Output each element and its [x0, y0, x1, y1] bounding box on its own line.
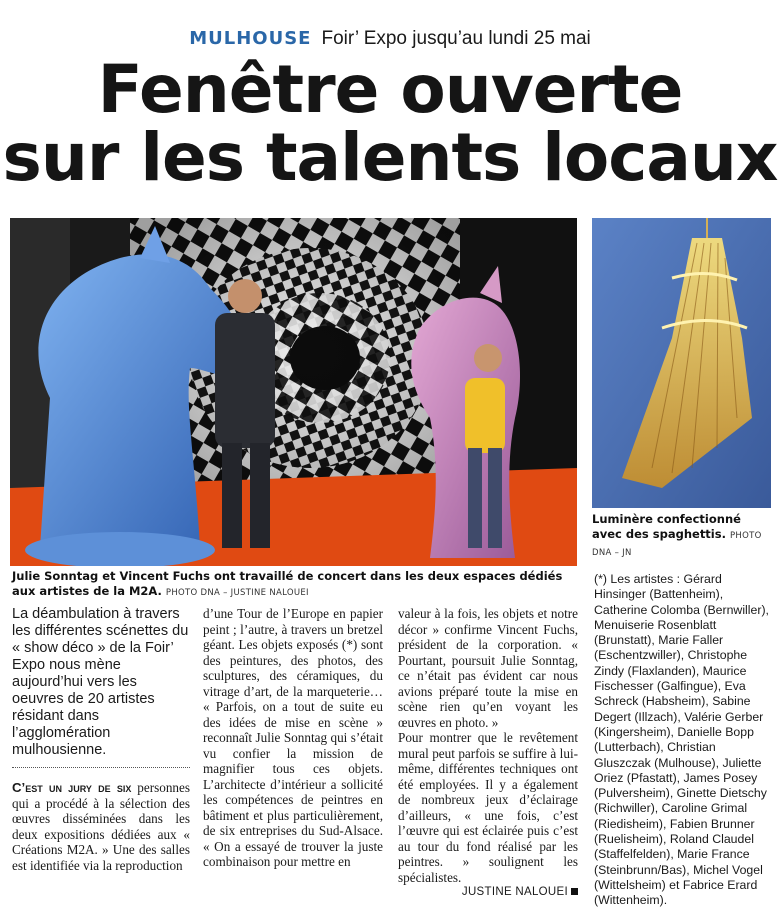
kicker: [0, 26, 780, 51]
article-paragraph-1: [12, 780, 190, 873]
headline: [0, 51, 780, 196]
divider: [12, 767, 190, 768]
article-column-3: [398, 606, 578, 901]
article-lede: La déambulation à travers les différentes scénettes du « show déco » de la Foir’ Expo nous mène aujourd’hui vers les oeuvres de 20 artistes résidant dans l’agglomération mulhousienne.: [12, 606, 189, 758]
article-column-1: [12, 606, 190, 873]
article-signature: [398, 885, 578, 901]
headline-line-2: sur les talents locaux: [2, 119, 778, 196]
main-photo-credit: PHOTO DNA – JUSTINE NALOUEI: [165, 588, 309, 598]
main-photo-caption: [12, 569, 577, 601]
main-photo-illustration: [10, 218, 577, 566]
paragraph-1-text: personnes qui a procédé à la sélection des œuvres disséminées dans les deux expositions dédiées aux « Créations M2A. » Une des salles est identifiée via la reproduction: [12, 780, 191, 873]
artists-sidebar: [594, 572, 774, 909]
main-photo: [10, 218, 577, 566]
side-photo-caption: [592, 512, 772, 561]
paragraph-lead-in: C’est un jury de six: [12, 780, 132, 795]
paragraph-1-end: valeur à la fois, les objets et notre décor » confirme Vincent Fuchs, président de la corporation. « Pourtant, poursuit Julie Sonntag, ce n’était pas évident car nous avions préparé toute la mise en scène rien qu’en voyant les œuvres en photo. »: [398, 606, 578, 730]
paragraph-1-continued: d’une Tour de l’Europe en papier peint ; l’autre, à travers un bretzel géant. Les objets exposés (*) sont des peintures, des photos, des sculptures, des céramiques, du vitrage d’art, de la marqueterie… « Parfois, on a tout de suite eu des idées de mise en scène » reconnaît Julie Sonntag qui s’était vu confier la mission de magnifier tous ces objets. L’architecte d’intérieur a sollicité les compétences de peintres en bâtiment et plus particulièrement, de six entreprises du Sud-Alsace. « On a essayé de trouver la juste combinaison pour mettre en: [203, 606, 383, 869]
end-mark: [571, 888, 578, 895]
side-caption-text: Luminère confectionné avec des spaghettis.: [592, 512, 741, 541]
article-paragraph-2: Pour montrer que le revêtement mural peut parfois se suffire à lui-même, différentes techniques ont été employées. Il y a également de nombreux jeux d’éclairage d’ailleurs, « une fois, c’est l’œuvre qui est éclairée puis c’est au tour du fond réalisé par les peintres. » soulignent les spécialistes.: [398, 730, 578, 885]
kicker-subtitle: Foir’ Expo jusqu’au lundi 25 mai: [321, 28, 591, 49]
artists-list: (*) Les artistes : Gérard Hinsinger (Battenheim), Catherine Colomba (Bernwiller), Menuiserie Rosenblatt (Brunstatt), Marie Faller (Eschentzwiller), Christophe Zindy (Flaxlanden), Maurice Fischesser (Galfingue), Eva Schreck (Habsheim), Sabine Degert (Illzach), Valérie Gerber (Kingersheim), Danielle Bopp (Lutterbach), Christian Gluszczak (Mulhouse), Juliette Oriez (Pfastatt), James Posey (Pulversheim), Ginette Dietschy (Richwiller), Caroline Grimal (Riedisheim), Fabien Brunner (Ruelisheim), Roland Claudel (Staffelfelden), Marie France (Steinbrunn/Bas), Michel Vogel (Wittelsheim) et Fabrice Erard (Wittenheim).: [594, 572, 769, 908]
article-column-2: [203, 606, 383, 870]
location-label: MULHOUSE: [189, 28, 312, 49]
side-photo-credit: PHOTO DNA – JN: [592, 531, 762, 558]
main-caption-text: Julie Sonntag et Vincent Fuchs ont travaillé de concert dans les deux espaces dédiés aux artistes de la M2A.: [12, 569, 563, 598]
signature-text: JUSTINE NALOUEI: [461, 886, 568, 898]
side-photo: [592, 218, 771, 508]
side-photo-illustration: [592, 218, 771, 508]
headline-line-1: Fenêtre ouverte: [97, 51, 683, 128]
